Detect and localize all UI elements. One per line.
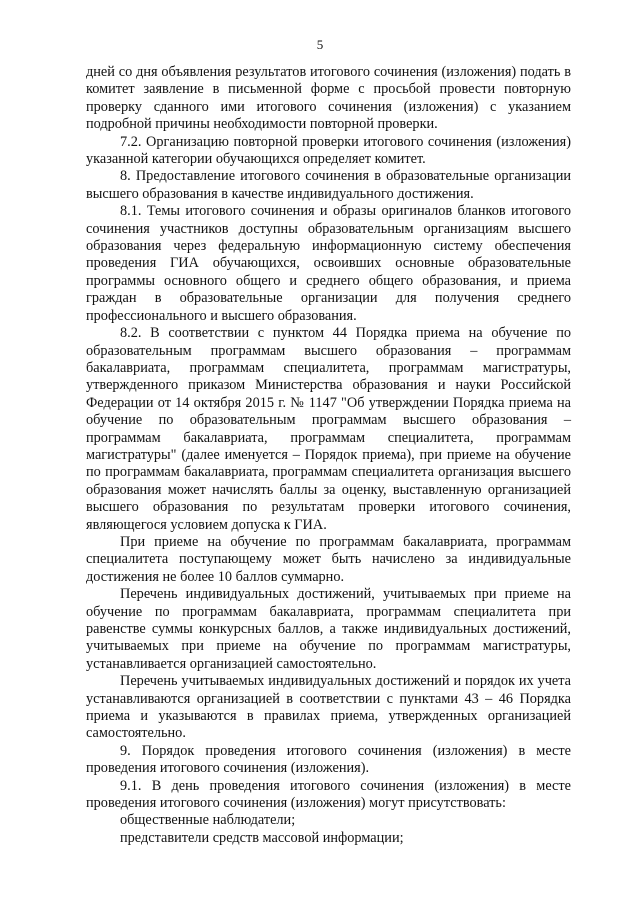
page-number: 5 (316, 37, 324, 52)
paragraph-continuation: дней со дня объявления результатов итогового сочинения (изложения) подать в комитет заявление в письменной форме с просьбой провести повторную проверку сданного ими итогового сочинения (изложения) с указанием подробной причины необходимости повторной проверки. (86, 64, 571, 133)
paragraph-achievements-procedure: Перечень учитываемых индивидуальных достижений и порядок их учета устанавливаются организацией в соответствии с пунктами 43 – 46 Порядка приема и указываются в правилах приема, утвержденных организацией самостоятельно. (86, 673, 571, 742)
paragraph-8-1: 8.1. Темы итогового сочинения и образы оригиналов бланков итогового сочинения участников доступны образовательным организациям высшего образования через федеральную информационную систему обеспечения проведения ГИА обучающихся, освоивших основные образовательные программы основного общего и среднего общего образования, и приема граждан в образовательные организации для получения среднего профессионального и высшего образования. (86, 203, 571, 324)
paragraph-individual-achievements-points: При приеме на обучение по программам бакалавриата, программам специалитета поступающему может быть начислено за индивидуальные достижения не более 10 баллов суммарно. (86, 533, 571, 585)
paragraph-8-heading: 8. Предоставление итогового сочинения в образовательные организации высшего образования в качестве индивидуального достижения. (86, 168, 571, 202)
list-item-media: представители средств массовой информации; (120, 829, 404, 846)
paragraph-8-2: 8.2. В соответствии с пунктом 44 Порядка приема на обучение по образовательным программам высшего образования – программам бакалавриата, программам специалитета, программам магистратуры, утвержденного приказом Министерства образования и науки Российской Федерации от 14 октября 2015 г. № 1147 "Об утверждении Порядка приема на обучение по образовательным программам высшего образования – программам бакалавриата, программам специалитета, программам магистратуры" (далее именуется – Порядок приема), при приеме на обучение по программам бакалавриата, программам специалитета организация высшего образования может начислять баллы за оценку, выставленную организацией высшего образования по результатам проверки итогового сочинения, являющегося условием допуска к ГИА. (86, 325, 571, 533)
paragraph-9-heading: 9. Порядок проведения итогового сочинения (изложения) в месте проведения итогового сочинения (изложения). (86, 742, 571, 777)
paragraph-9-1: 9.1. В день проведения итогового сочинения (изложения) в месте проведения итогового сочинения (изложения) могут присутствовать: (86, 777, 571, 812)
list-item-observers: общественные наблюдатели; (120, 812, 296, 829)
paragraph-7-2: 7.2. Организацию повторной проверки итогового сочинения (изложения) указанной категории обучающихся определяет комитет. (86, 133, 571, 168)
paragraph-achievements-list: Перечень индивидуальных достижений, учитываемых при приеме на обучение по программам бакалавриата, программам специалитета при равенстве суммы конкурсных баллов, а также индивидуальных достижений, учитываемых при приеме на обучение по программам магистратуры, устанавливается организацией самостоятельно. (86, 586, 571, 672)
document-body (86, 64, 571, 847)
